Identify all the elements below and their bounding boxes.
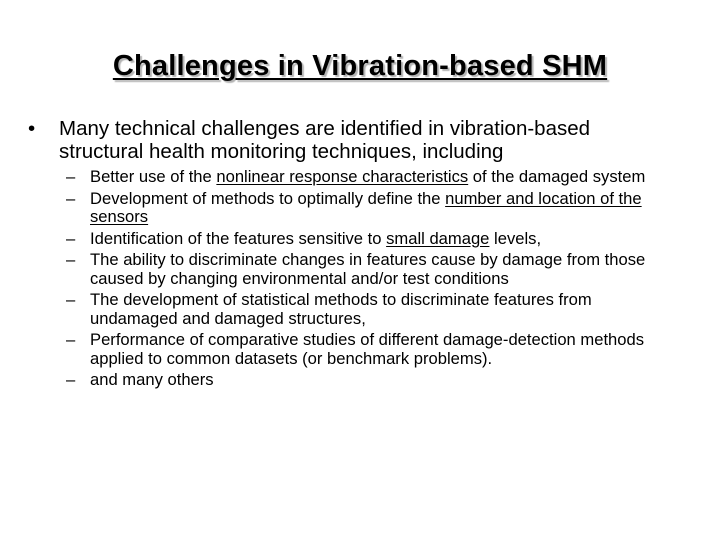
dash-marker: –	[66, 228, 76, 248]
list-item-text: The development of statistical methods to discriminate features from undamaged and damaged structures,	[90, 290, 592, 328]
underlined-phrase: number and location of the sensors	[90, 188, 642, 226]
list-item-text: levels,	[489, 228, 542, 248]
list-item-text: Development of methods to optimally define the	[90, 188, 446, 208]
list-item-text: The ability to discriminate changes in features cause by damage from those caused by changing environmental and/or test conditions	[90, 250, 646, 288]
list-item-text: of the damaged system	[468, 167, 646, 186]
list-item	[66, 230, 666, 249]
list-item	[66, 168, 666, 187]
dash-marker: –	[66, 250, 76, 269]
list-item	[66, 190, 666, 227]
list-item	[66, 331, 666, 368]
main-bullet	[28, 117, 678, 163]
list-item-text: Identification of the features sensitive to	[90, 228, 387, 248]
list-item-text: Performance of comparative studies of different damage-detection methods applied to common datasets (or benchmark problems).	[90, 330, 645, 368]
main-bullet-text: Many technical challenges are identified in vibration-based structural health monitoring techniques, including	[59, 117, 591, 163]
list-item	[66, 251, 666, 288]
slide-title: Challenges in Vibration-based SHM	[112, 50, 608, 82]
dash-marker: –	[66, 290, 76, 309]
list-item-text: Better use of the	[90, 167, 217, 186]
list-item	[66, 371, 666, 390]
bullet-marker: •	[28, 117, 36, 140]
dash-marker: –	[66, 167, 76, 186]
underlined-phrase: nonlinear response characteristics	[216, 167, 469, 186]
dash-marker: –	[66, 370, 76, 389]
sub-bullet-list	[66, 168, 666, 393]
list-item	[66, 291, 666, 328]
list-item-text: and many others	[90, 370, 214, 389]
underlined-phrase: small damage	[386, 228, 490, 248]
dash-marker: –	[66, 188, 76, 208]
dash-marker: –	[66, 330, 76, 349]
